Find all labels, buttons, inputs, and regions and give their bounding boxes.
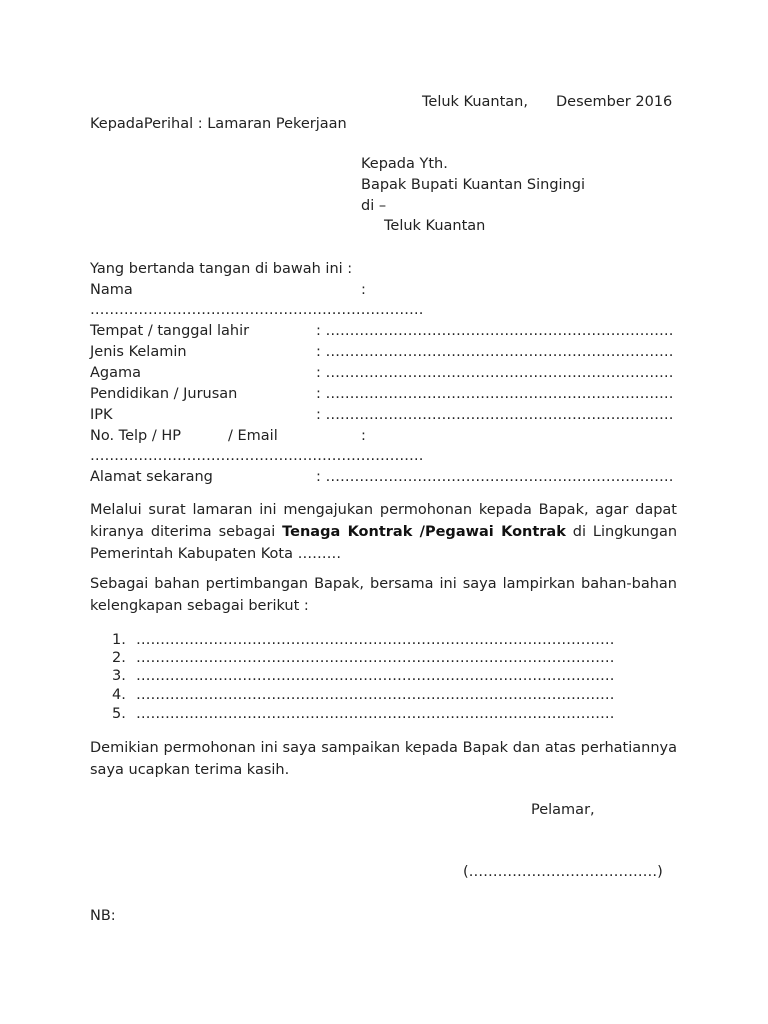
p1-end: di Lingkungan Pemerintah Kabupaten Kota ………: [90, 524, 678, 562]
field-telp-label: No. Telp / HP: [90, 428, 181, 444]
field-alamat-label: Alamat sekarang: [90, 469, 213, 485]
field-nama-label: Nama: [90, 282, 133, 298]
field-pendidikan-label: Pendidikan / Jurusan: [90, 386, 238, 402]
list-item-dots: ………………………………………………………………………………………: [136, 706, 615, 722]
field-telp-dots: ……………………………………………………………: [90, 448, 424, 464]
list-item-num: 5.: [112, 706, 126, 722]
letter-date: Desember 2016: [556, 94, 673, 110]
field-agama-value: : ………………………………………………………………: [316, 365, 674, 381]
signature-name-placeholder: (…………………………………): [463, 864, 663, 880]
letter-place: Teluk Kuantan,: [422, 94, 528, 110]
field-nama-dots: ……………………………………………………………: [90, 302, 424, 318]
p1-start: Melalui surat lamaran ini mengajukan permohonan kepada Bapak, agar dapat kiranya diterima sebagai: [90, 502, 677, 540]
body-paragraph-3: Demikian permohonan ini saya sampaikan kepada Bapak dan atas perhatiannya saya ucapkan terima kasih.: [90, 740, 677, 778]
address-line-4: Teluk Kuantan: [384, 218, 486, 234]
field-jk-label: Jenis Kelamin: [90, 344, 187, 360]
field-pendidikan-value: : ………………………………………………………………: [316, 386, 674, 402]
body-paragraph-1: [90, 499, 677, 565]
list-item-dots: ………………………………………………………………………………………: [136, 687, 615, 703]
signature-label: Pelamar,: [531, 802, 595, 818]
address-line-2: Bapak Bupati Kuantan Singingi: [361, 177, 585, 193]
list-item-dots: ………………………………………………………………………………………: [136, 650, 615, 666]
intro-text: Yang bertanda tangan di bawah ini :: [90, 261, 353, 277]
field-ipk-value: : ………………………………………………………………: [316, 407, 674, 423]
p1-bold: Tenaga Kontrak /Pegawai Kontrak: [282, 524, 566, 540]
field-alamat-value: : ………………………………………………………………: [316, 469, 674, 485]
list-item-dots: ………………………………………………………………………………………: [136, 668, 615, 684]
list-item-dots: ………………………………………………………………………………………: [136, 632, 615, 648]
field-ttl-value: : ………………………………………………………………: [316, 323, 674, 339]
list-item-num: 1.: [112, 632, 126, 648]
field-jk-value: : ………………………………………………………………: [316, 344, 674, 360]
list-item-num: 4.: [112, 687, 126, 703]
field-email-label: / Email: [228, 428, 278, 444]
list-item-num: 3.: [112, 668, 126, 684]
field-agama-label: Agama: [90, 365, 142, 381]
field-ipk-label: IPK: [90, 407, 113, 423]
list-item-num: 2.: [112, 650, 126, 666]
address-line-1: Kepada Yth.: [361, 156, 448, 172]
field-ttl-label: Tempat / tanggal lahir: [90, 323, 250, 339]
body-paragraph-2: Sebagai bahan pertimbangan Bapak, bersama ini saya lampirkan bahan-bahan kelengkapan sebagai berikut :: [90, 576, 677, 614]
address-line-3: di –: [361, 198, 387, 214]
nb-label: NB:: [90, 908, 116, 924]
field-telp-colon: :: [361, 428, 366, 444]
field-nama-colon: :: [361, 282, 366, 298]
letter-subject: KepadaPerihal : Lamaran Pekerjaan: [90, 116, 347, 132]
